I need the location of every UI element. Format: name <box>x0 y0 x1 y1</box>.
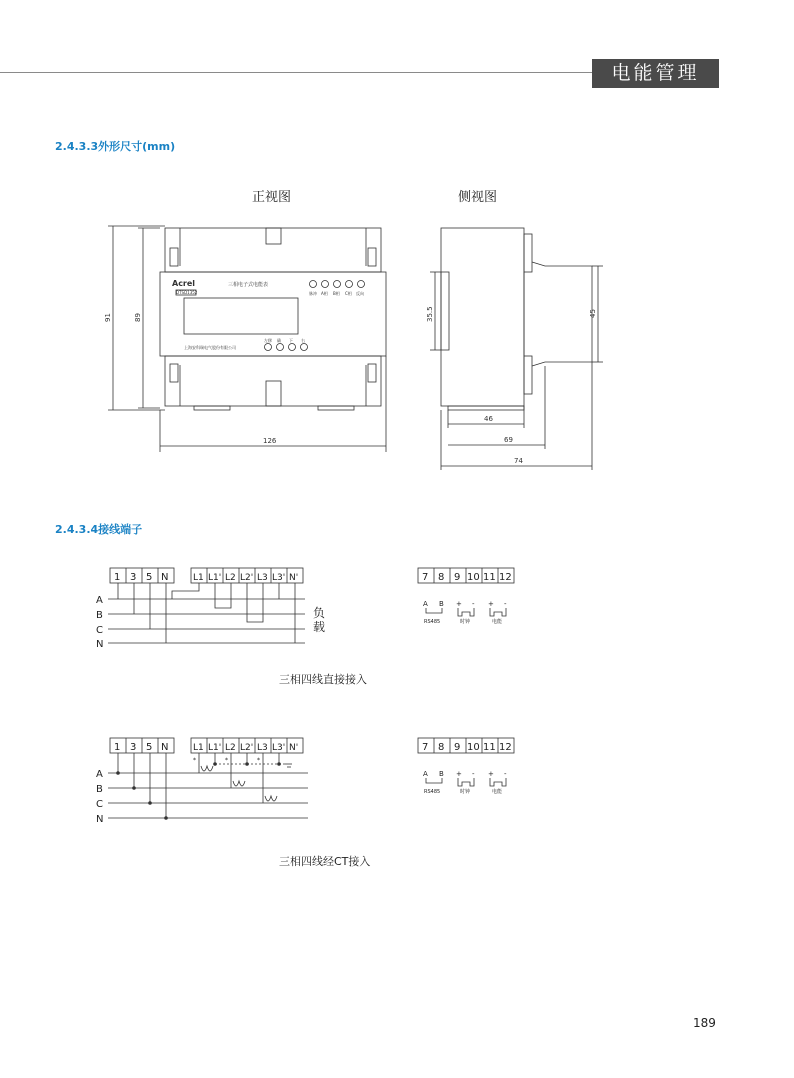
terminal-label: 3 <box>130 742 137 753</box>
bus-label-a: A <box>96 769 103 780</box>
front-view-label: 正视图 <box>252 190 292 205</box>
terminal-label: L2 <box>225 573 236 583</box>
load-label: 载 <box>313 620 326 634</box>
svg-text:B: B <box>439 770 444 778</box>
rs485-label: RS485 <box>424 789 441 795</box>
terminal-label: L1' <box>208 573 222 583</box>
svg-text:A相: A相 <box>321 291 328 296</box>
svg-text:左移: 左移 <box>264 338 272 343</box>
dim-label-69: 69 <box>504 436 513 444</box>
svg-text:-: - <box>472 600 475 608</box>
aux-terminal-label: 10 <box>467 742 480 753</box>
indicator-led <box>346 281 353 288</box>
aux-terminal-label: 7 <box>422 572 429 583</box>
aux-terminal-label: 7 <box>422 742 429 753</box>
svg-text:-: - <box>472 770 475 778</box>
svg-text:C相: C相 <box>345 291 352 296</box>
brand-logo: Acrel <box>172 279 196 288</box>
bus-label-a: A <box>96 595 103 606</box>
terminal-label: L1 <box>193 743 204 753</box>
svg-text:-: - <box>504 600 507 608</box>
terminal-label: L1 <box>193 573 204 583</box>
side-window <box>441 272 449 350</box>
wiring-diagrams <box>0 500 794 860</box>
svg-text:+: + <box>456 770 462 778</box>
svg-text:右: 右 <box>301 338 305 343</box>
svg-text:脉冲: 脉冲 <box>309 291 317 296</box>
dim-label-45: 45 <box>589 309 597 318</box>
manufacturer-text: 上海安科瑞电气股份有限公司 <box>184 345 236 350</box>
terminal-label: N' <box>289 573 299 583</box>
dim-label-91: 91 <box>104 313 112 322</box>
aux-terminal-label: 11 <box>483 742 496 753</box>
aux-terminal-label: 8 <box>438 742 445 753</box>
ct-polarity-mark: * <box>225 757 228 764</box>
terminal-label: L3 <box>257 743 268 753</box>
terminal-label: 1 <box>114 742 121 753</box>
load-label: 负 <box>313 606 326 620</box>
svg-text:A: A <box>423 600 428 608</box>
svg-text:反向: 反向 <box>356 291 364 296</box>
indicator-led <box>322 281 329 288</box>
bus-label-c: C <box>96 799 103 810</box>
dim-label-46: 46 <box>484 415 493 423</box>
aux-terminal-label: 12 <box>499 572 512 583</box>
front-top-clip <box>266 228 281 244</box>
side-view-label: 侧视图 <box>458 190 498 205</box>
svg-text:+: + <box>488 600 494 608</box>
terminal-label: N' <box>289 743 299 753</box>
lcd-window <box>184 298 298 334</box>
front-button <box>277 344 284 351</box>
page-number: 189 <box>693 1016 716 1030</box>
indicator-led <box>334 281 341 288</box>
svg-text:A: A <box>423 770 428 778</box>
svg-text:下: 下 <box>289 338 293 343</box>
dimension-drawing <box>0 0 794 500</box>
section-title-dimensions: 2.4.3.3外形尺寸(mm) <box>55 140 176 153</box>
indicator-led <box>358 281 365 288</box>
product-name: 三相电子式电能表 <box>228 282 269 288</box>
terminal-label: 5 <box>146 572 153 583</box>
svg-text:确: 确 <box>277 338 281 343</box>
section-badge: 电能管理 <box>592 59 719 88</box>
section-title-terminals: 2.4.3.4接线端子 <box>55 523 143 536</box>
energy-label: 电能 <box>492 619 503 625</box>
dim-label-89: 89 <box>134 313 142 322</box>
terminal-label: 1 <box>114 572 121 583</box>
svg-text:DTSD1352: DTSD1352 <box>176 290 198 295</box>
indicator-led <box>310 281 317 288</box>
clock-label: 时钟 <box>460 789 471 795</box>
aux-terminal-label: 9 <box>454 742 461 753</box>
ct-polarity-mark: * <box>257 757 260 764</box>
terminal-label: L3' <box>272 743 286 753</box>
svg-text:B: B <box>439 600 444 608</box>
bus-label-c: C <box>96 625 103 636</box>
side-body <box>441 228 524 406</box>
bus-label-b: B <box>96 610 103 621</box>
front-button <box>265 344 272 351</box>
clock-label: 时钟 <box>460 619 471 625</box>
bus-label-n: N <box>96 814 104 825</box>
dim-label-35-5: 35.5 <box>426 306 434 322</box>
terminal-label: L2' <box>240 743 254 753</box>
front-bottom-clip <box>266 381 281 406</box>
diagram-caption-direct: 三相四线直接接入 <box>279 673 367 686</box>
svg-text:-: - <box>504 770 507 778</box>
dim-label-74: 74 <box>514 457 523 465</box>
terminal-label: 5 <box>146 742 153 753</box>
diagram-caption-ct: 三相四线经CT接入 <box>279 855 371 868</box>
front-button <box>289 344 296 351</box>
aux-terminal-label: 10 <box>467 572 480 583</box>
aux-terminal-label: 9 <box>454 572 461 583</box>
front-top-rail <box>165 228 381 272</box>
aux-terminal-label: 8 <box>438 572 445 583</box>
aux-terminal-label: 12 <box>499 742 512 753</box>
terminal-label: L3 <box>257 573 268 583</box>
front-button <box>301 344 308 351</box>
terminal-label: N <box>161 742 169 753</box>
energy-label: 电能 <box>492 789 503 795</box>
terminal-label: L2 <box>225 743 236 753</box>
bus-label-n: N <box>96 639 104 650</box>
svg-text:+: + <box>456 600 462 608</box>
svg-text:B相: B相 <box>333 291 340 296</box>
terminal-label: N <box>161 572 169 583</box>
ct-polarity-mark: * <box>193 757 196 764</box>
bus-label-b: B <box>96 784 103 795</box>
terminal-label: L2' <box>240 573 254 583</box>
svg-text:+: + <box>488 770 494 778</box>
dim-label-126: 126 <box>263 437 277 445</box>
terminal-label: 3 <box>130 572 137 583</box>
aux-terminal-label: 11 <box>483 572 496 583</box>
terminal-label: L1' <box>208 743 222 753</box>
terminal-label: L3' <box>272 573 286 583</box>
rs485-label: RS485 <box>424 619 441 625</box>
